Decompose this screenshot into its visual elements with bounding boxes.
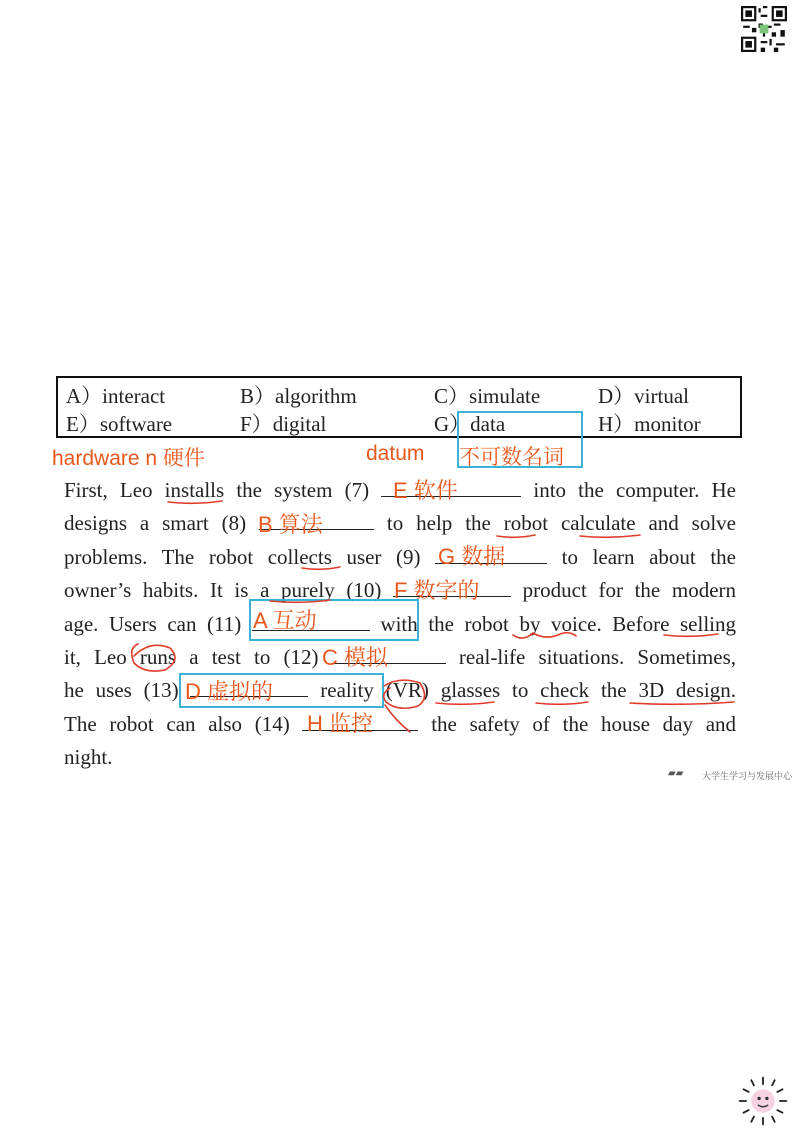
watermark-text: 大学生学习与发展中心: [702, 771, 793, 781]
passage-line: night.: [64, 745, 113, 770]
word-bank-option-e: E）software: [66, 412, 173, 436]
answer-9: G 数据: [438, 544, 506, 569]
answer-12: C 模拟: [322, 645, 389, 670]
word-bank-option-g: G）data: [434, 412, 506, 436]
answer-10: F 数字的: [394, 578, 480, 603]
passage-line: owner’s habits. It is a purely (10) product for the modern: [64, 578, 737, 603]
note-uncountable-noun: 不可数名词: [459, 446, 564, 469]
cloze-passage: [64, 474, 736, 775]
passage-line: designs a smart (8) to help the robot calculate and solve: [64, 511, 736, 536]
passage-line: problems. The robot collects user (9) to learn about the: [64, 544, 736, 569]
word-bank-option-d: D）virtual: [598, 384, 689, 408]
note-datum: datum: [366, 442, 425, 465]
passage-line: he uses (13) reality (VR) glasses to check the 3D design.: [64, 678, 737, 703]
word-bank-option-f: F）digital: [240, 412, 327, 436]
passage-line: it, Leo runs a test to (12) real-life situations. Sometimes,: [64, 644, 737, 669]
passage-line: age. Users can (11) with the robot by voice. Before selling: [64, 611, 736, 636]
word-bank-option-b: B）algorithm: [240, 384, 357, 408]
watermark-logo: ▰▰: [668, 768, 684, 779]
qr-code-icon: [741, 6, 787, 52]
passage-line: First, Leo installs the system (7) into the computer. He: [64, 478, 736, 502]
mini-program-code-icon: [737, 1075, 789, 1127]
answer-11: A 互动: [253, 608, 317, 633]
answer-7: E 软件: [393, 478, 458, 503]
passage-line: The robot can also (14) the safety of the house day and: [64, 711, 737, 736]
word-bank-option-c: C）simulate: [434, 384, 541, 408]
word-bank-box: [56, 376, 742, 438]
note-hardware: hardware n 硬件: [52, 447, 205, 470]
word-bank-option-h: H）monitor: [598, 412, 701, 436]
answer-14: H 监控: [307, 711, 374, 736]
answer-8: B 算法: [258, 512, 323, 537]
answer-13: D 虚拟的: [185, 679, 274, 704]
word-bank-option-a: A）interact: [66, 384, 166, 408]
